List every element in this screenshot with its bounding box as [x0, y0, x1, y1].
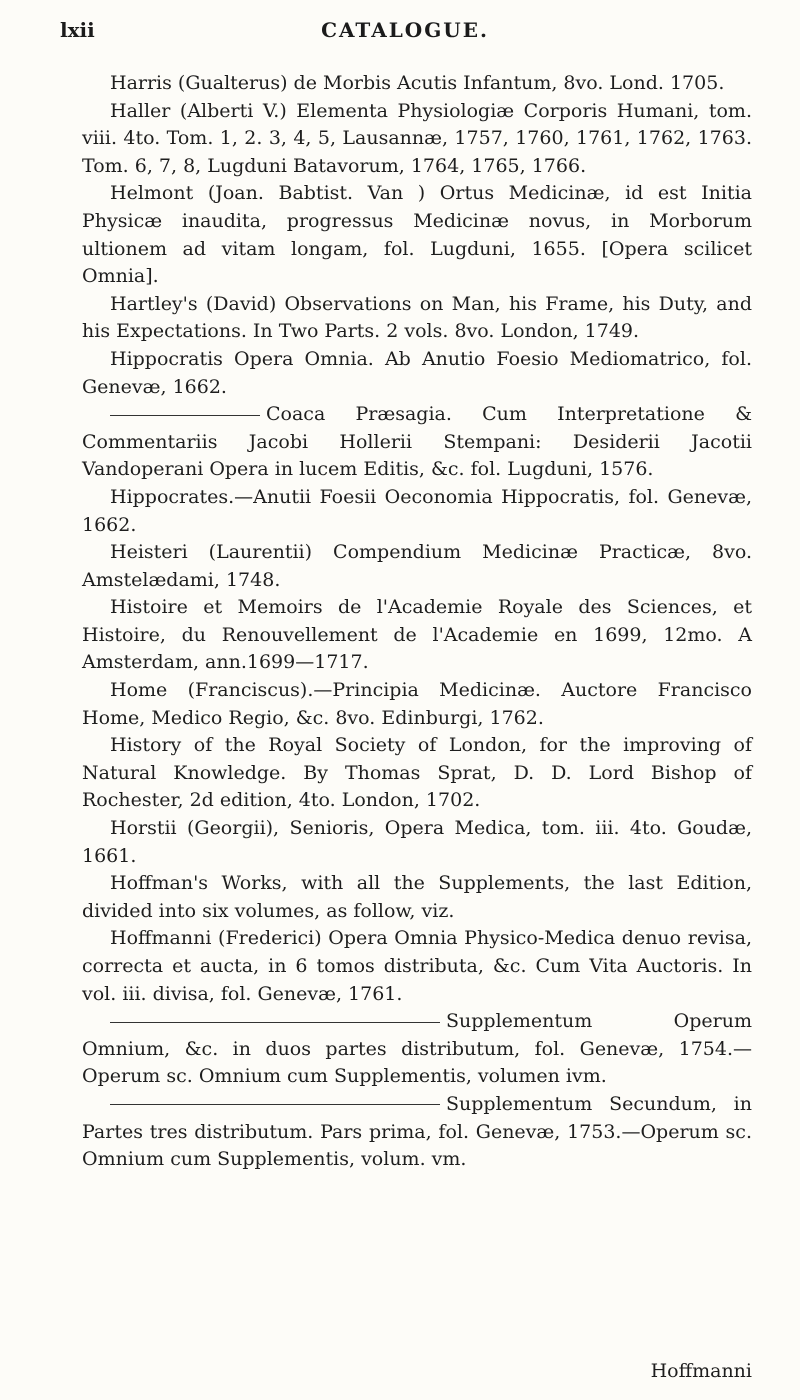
catalogue-entry-hippocrates-oeconomia: Hippocrates.—Anutii Foesii Oeconomia Hippocratis, fol. Genevæ, 1662. — [82, 485, 752, 536]
catalogue-entry-horstii: Horstii (Georgii), Senioris, Opera Medica, tom. iii. 4to. Goudæ, 1661. — [82, 817, 752, 867]
page-number: lxii — [60, 18, 95, 42]
catalogue-entry-supplementum — [82, 1008, 752, 1091]
entry-text: Supplementum Secundum, in Partes tres distributum. Pars prima, fol. Genevæ, 1753.—Operum sc. Omnium cum Supplementis, volum. vm. — [82, 1092, 752, 1171]
catalogue-entries — [82, 70, 752, 1174]
catalogue-entry-home: Home (Franciscus).—Principia Medicinæ. Auctore Francisco Home, Medico Regio, &c. 8vo. Edinburgi, 1762. — [82, 679, 752, 729]
ditto-rule — [110, 1022, 440, 1023]
catalogue-entry-heisteri: Heisteri (Laurentii) Compendium Medicinæ Practicæ, 8vo. Amstelædami, 1748. — [82, 541, 752, 591]
catalogue-entry-hippocratis-opera: Hippocratis Opera Omnia. Ab Anutio Foesio Mediomatrico, fol. Genevæ, 1662. — [82, 347, 752, 398]
catalogue-entry-harris: Harris (Gualterus) de Morbis Acutis Infantum, 8vo. Lond. 1705. — [110, 72, 725, 94]
ditto-rule — [110, 1104, 440, 1105]
ditto-rule — [110, 415, 260, 416]
catalogue-entry-supplementum-secundum — [82, 1091, 752, 1174]
page-title: CATALOGUE. — [321, 18, 489, 42]
catalogue-entry-royal-society: History of the Royal Society of London, for the improving of Natural Knowledge. By Thomas Sprat, D. D. Lord Bishop of Rochester, 2d edition, 4to. London, 1702. — [82, 734, 752, 812]
entry-text: Supplementum Operum Omnium, &c. in duos partes distributum, fol. Genevæ, 1754.—Operum sc. Omnium cum Supplementis, volumen ivm. — [82, 1010, 752, 1088]
catalogue-entry-haller: Haller (Alberti V.) Elementa Physiologiæ Corporis Humani, tom. viii. 4to. Tom. 1, 2. 3, 4, 5, Lausannæ, 1757, 1760, 1761, 1762, 1763. Tom. 6, 7, 8, Lugduni Batavorum, 1764, 1765, 1766. — [82, 99, 752, 177]
catalogue-entry-coaca-praesagia — [82, 401, 752, 484]
catalogue-entry-hoffmanni-opera: Hoffmanni (Frederici) Opera Omnia Physico-Medica denuo revisa, correcta et aucta, in 6 tomos distributa, &c. Cum Vita Auctoris. In vol. iii. divisa, fol. Genevæ, 1761. — [82, 927, 752, 1005]
catalogue-entry-helmont: Helmont (Joan. Babtist. Van ) Ortus Medicinæ, id est Initia Physicæ inaudita, progressus Medicinæ novus, in Morborum ultionem ad vitam longam, fol. Lugduni, 1655. [Opera scilicet Omnia]. — [82, 182, 752, 288]
catalogue-entry-histoire: Histoire et Memoirs de l'Academie Royale des Sciences, et Histoire, du Renouvellement de l'Academie en 1699, 12mo. A Amsterdam, ann.1699—1717. — [82, 596, 752, 674]
running-head — [60, 18, 750, 48]
entry-text: Coaca Præsagia. Cum Interpretatione & Commentariis Jacobi Hollerii Stempani: Desiderii Jacotii Vandoperani Opera in lucem Editis, &c. fol. Lugduni, 1576. — [82, 403, 752, 481]
catalogue-entry-hartley: Hartley's (David) Observations on Man, his Frame, his Duty, and his Expectations. In Two Parts. 2 vols. 8vo. London, 1749. — [82, 292, 752, 343]
catalogue-entry-hoffman-works: Hoffman's Works, with all the Supplements, the last Edition, divided into six volumes, as follow, viz. — [82, 872, 752, 922]
catchword: Hoffmanni — [650, 1360, 752, 1382]
